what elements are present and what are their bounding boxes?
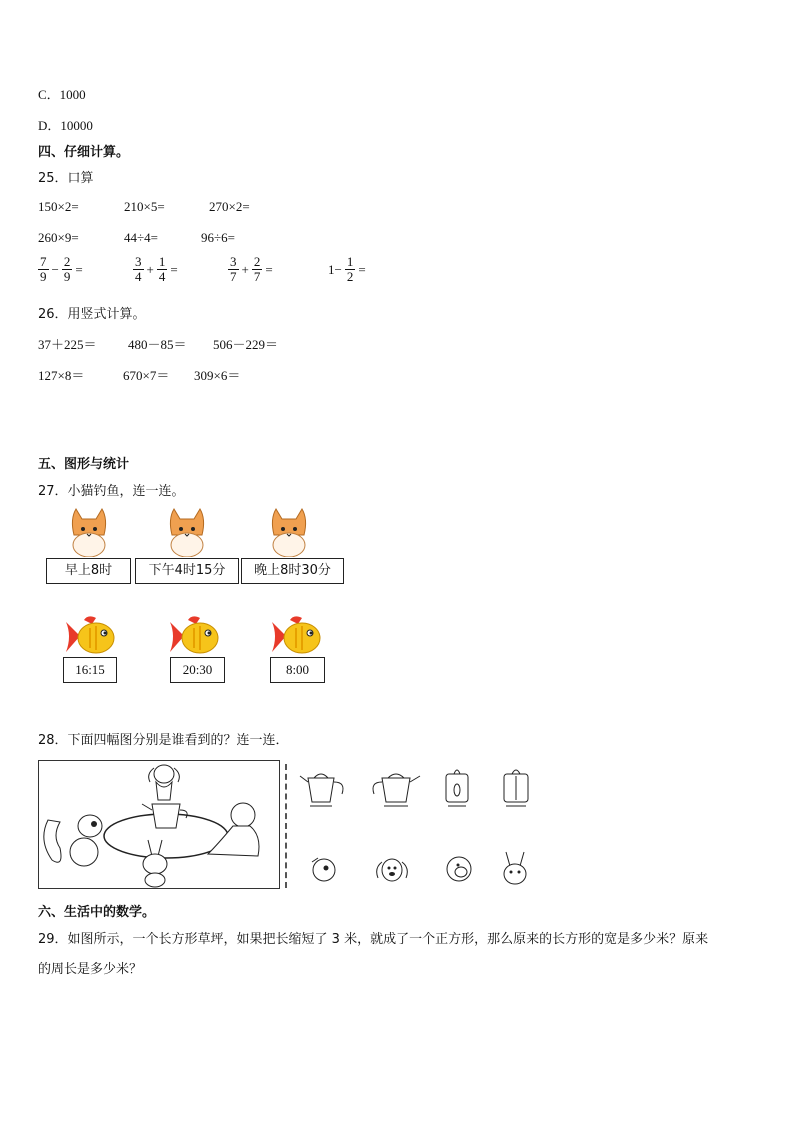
section-6-heading: 六、生活中的数学。 <box>38 905 156 920</box>
fraction-expression: $\frac{7}{9}$ − $\frac{2}{9}$ = <box>40 254 83 284</box>
teapot-view-icon <box>298 766 348 808</box>
option-c: C．1000 <box>38 87 86 102</box>
q26-row2-item: 127×8＝ <box>38 368 85 383</box>
monkey-head-icon <box>442 852 476 886</box>
option-d: D．10000 <box>38 118 93 133</box>
cat-icon <box>66 505 112 557</box>
dog-head-icon <box>372 852 412 886</box>
q25-row1-item: 270×2= <box>209 199 250 214</box>
rabbit-head-icon <box>498 850 532 888</box>
q29-line-1: 29．如图所示，一个长方形草坪，如果把长缩短了 3 米，就成了一个正方形，那么原来的长方形的宽是多少米？原来 <box>38 932 709 947</box>
fish-time-label: 8:00 <box>270 657 325 683</box>
teapot-view-icon <box>500 764 532 808</box>
section-5-heading: 五、图形与统计 <box>38 457 130 472</box>
fraction: $\frac{1}{4}$ <box>158 254 166 284</box>
fish-icon <box>166 614 222 660</box>
fraction: $\frac{3}{4}$ <box>135 254 142 284</box>
q26-row1-item: 37＋225＝ <box>38 337 97 352</box>
fish-time-label: 16:15 <box>63 657 117 683</box>
q25-row1-item: 150×2= <box>38 199 79 214</box>
fraction-expression: $\frac{3}{4}$ + $\frac{1}{4}$ = <box>135 254 178 284</box>
q25-row2-item: 260×9= <box>38 230 79 245</box>
fraction: $\frac{7}{9}$ <box>40 254 47 284</box>
fish-icon <box>62 614 118 660</box>
q26-row1-item: 506－229＝ <box>213 337 279 352</box>
cat-time-label: 早上8时 <box>46 558 131 584</box>
divider <box>285 764 287 888</box>
fish-time-label: 20:30 <box>170 657 225 683</box>
cat-icon <box>164 505 210 557</box>
q25-row2-item: 96÷6= <box>201 230 235 245</box>
fraction: $\frac{1}{2}$ <box>346 254 354 284</box>
q26-row2-item: 670×7＝ <box>123 368 170 383</box>
q25-row2-item: 44÷4= <box>124 230 158 245</box>
q26-row1-item: 480－85＝ <box>128 337 187 352</box>
teapot-view-icon <box>442 764 472 808</box>
fraction: $\frac{2}{9}$ <box>63 254 71 284</box>
q26-row2-item: 309×6＝ <box>194 368 241 383</box>
fraction: $\frac{3}{7}$ <box>230 254 237 284</box>
teapot-view-icon <box>370 766 422 808</box>
fraction-expression: $\frac{3}{7}$ + $\frac{2}{7}$ = <box>230 254 273 284</box>
table-scene-illustration <box>38 760 280 890</box>
q26-title: 26．用竖式计算。 <box>38 307 146 322</box>
q28-title: 28．下面四幅图分别是谁看到的？连一连． <box>38 733 289 748</box>
q25-row1-item: 210×5= <box>124 199 165 214</box>
fraction-expression: 1− $\frac{1}{2}$ = <box>328 254 366 284</box>
q25-title: 25．口算 <box>38 171 94 186</box>
cat-time-label: 晚上8时30分 <box>241 558 344 584</box>
q27-title: 27．小猫钓鱼，连一连。 <box>38 484 185 499</box>
fish-icon <box>268 614 324 660</box>
squirrel-head-icon <box>306 852 340 886</box>
fraction: $\frac{2}{7}$ <box>253 254 261 284</box>
q29-line-2: 的周长是多少米？ <box>38 962 143 977</box>
cat-time-label: 下午4时15分 <box>135 558 239 584</box>
cat-icon <box>266 505 312 557</box>
section-4-heading: 四、仔细计算。 <box>38 145 130 160</box>
